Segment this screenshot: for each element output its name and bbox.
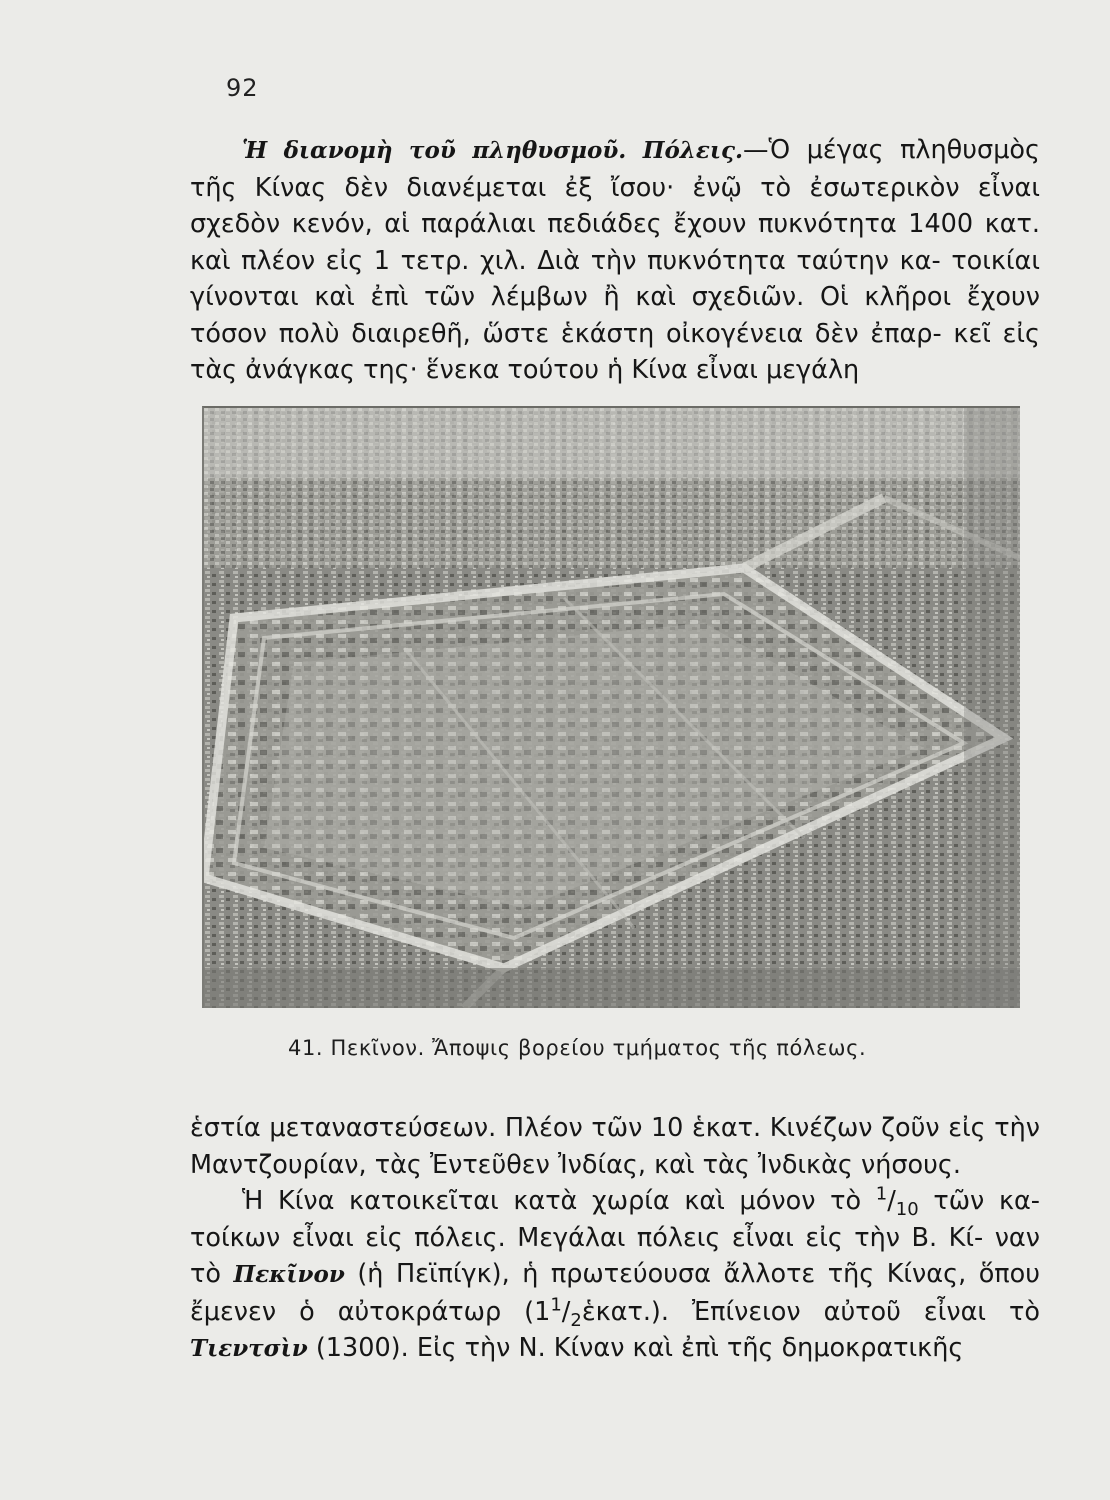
text-fragment: τοίκων εἶναι εἰς πόλεις. Μεγάλαι πόλεις εἶναι εἰς τὴν Β. Κί-	[190, 1222, 984, 1253]
text-fragment: ναν τὸ	[190, 1222, 1040, 1289]
fraction-slash: /	[887, 1186, 896, 1216]
text-fragment: (ἡ Πεϊπίγκ), ἡ πρωτεύουσα ἄλλοτε τῆς Κίνας,	[344, 1259, 967, 1289]
half-denominator: 2	[570, 1309, 582, 1331]
text-line: τὴν Μαντζουρίαν, τὰς Ἐντεῦθεν Ἰνδίας, καὶ τὰς Ἰνδικὰς νήσους.	[190, 1113, 1041, 1180]
text-line: τοικίαι γίνονται καὶ ἐπὶ τῶν λέμβων ἢ καὶ σχεδιῶν. Οἱ κλῆροι	[190, 245, 1040, 312]
paragraph-cities	[190, 1183, 1040, 1368]
place-name-tientsin: Τιεντσὶν	[190, 1335, 308, 1362]
section-text	[190, 132, 1040, 389]
text-line: ἑστία μεταναστεύσεων. Πλέον τῶν 10 ἑκατ. Κινέζων ζοῦν εἰς	[190, 1113, 986, 1143]
aerial-photo-drawing	[204, 408, 1020, 1008]
paragraph-distribution	[190, 132, 1040, 389]
text-line: κεῖ εἰς τὰς ἀνάγκας της· ἕνεκα τούτου ἡ Κίνα εἶναι μεγάλη	[190, 318, 1040, 385]
text-fragment: τῶν κα-	[918, 1186, 1041, 1216]
text-fragment: (1300). Εἰς τὴν Ν. Κίναν καὶ ἐπὶ τῆς δημοκρατικῆς	[307, 1333, 964, 1363]
paragraph-continuation	[190, 1110, 1040, 1183]
text-line: —Ὁ μέγας πληθυσμὸς	[743, 135, 1040, 165]
text-fragment: Ἡ Κίνα κατοικεῖται κατὰ χωρία καὶ μόνον τὸ	[242, 1186, 876, 1216]
continuation-text	[190, 1110, 1040, 1368]
aerial-photo-beijing	[202, 406, 1020, 1008]
place-name-peking: Πεκῖνον	[233, 1261, 345, 1288]
fraction-numerator: 1	[875, 1183, 888, 1205]
fraction-denominator: 10	[895, 1199, 919, 1221]
half-numerator: 1	[550, 1294, 562, 1315]
text-line: κατ. καὶ πλέον εἰς 1 τετρ. χιλ. Διὰ τὴν πυκνότητα ταύτην κα-	[190, 209, 1041, 276]
section-heading: Ἡ διανομὴ τοῦ πληθυσμοῦ. Πόλεις.	[242, 137, 744, 164]
text-line: σχεδὸν κενόν, αἱ παράλιαι πεδιάδες ἔχουν πυκνότητα 1400	[190, 209, 974, 239]
text-fragment: ὅπου ἔμενεν ὁ αὐτοκράτωρ (1	[190, 1259, 1041, 1327]
text-fragment: ἑκατ.). Ἐπίνειον αὐτοῦ εἶναι τὸ	[581, 1296, 1040, 1327]
text-line: ἔχουν τόσον πολὺ διαιρεθῆ, ὥστε ἑκάστη οἰκογένεια δὲν ἐπαρ-	[190, 282, 1040, 349]
figure-caption: 41. Πεκῖνον. Ἄποψις βορείου τμήματος τῆς πόλεως.	[288, 1036, 867, 1060]
half-slash: /	[561, 1296, 571, 1327]
page-number: 92	[226, 74, 259, 102]
text-line: τῆς Κίνας δὲν διανέμεται ἐξ ἴσου· ἐνῷ τὸ ἐσωτερικὸν εἶναι	[190, 172, 1040, 203]
